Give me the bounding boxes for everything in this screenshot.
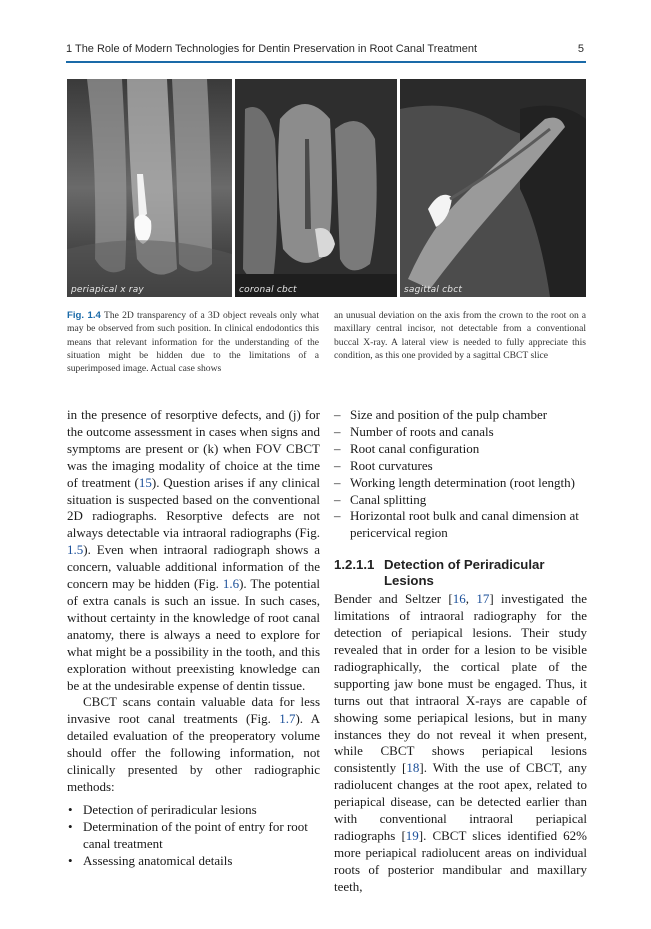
coronal-cbct-image bbox=[235, 79, 397, 297]
page-number: 5 bbox=[577, 43, 584, 55]
citation-link[interactable]: 18 bbox=[406, 760, 420, 776]
section-title-line1: Detection of Periradicular bbox=[384, 557, 545, 573]
section-title-line2: Lesions bbox=[384, 573, 434, 589]
panel-label-sagittal: sagittal cbct bbox=[404, 285, 463, 295]
sagittal-cbct-image bbox=[400, 79, 586, 297]
text-run: ). A detailed evaluation of the preoperatory volume should offer the following information, not clinically presented by other radiographic methods: bbox=[67, 711, 320, 794]
panel-label-periapical: periapical x ray bbox=[71, 285, 144, 295]
dash-list bbox=[334, 407, 587, 542]
list-item: • Assessing anatomical details bbox=[67, 853, 320, 870]
text-run: Bender and Seltzer [ bbox=[334, 591, 453, 607]
figure-label: Fig. 1.4 bbox=[67, 310, 101, 321]
running-header bbox=[66, 40, 586, 62]
citation-link[interactable]: 17 bbox=[476, 591, 490, 607]
section-number: 1.2.1.1 bbox=[334, 557, 375, 573]
text-run: in the presence of resorptive defects, and (j) for the outcome assessment in cases when signs and symptoms are present or (k) when FOV CBCT was the imaging modality of choice at the time of treatment ( bbox=[67, 407, 320, 490]
list-item: • Determination of the point of entry for root canal treatment bbox=[67, 819, 320, 853]
periapical-xray-image bbox=[67, 79, 232, 297]
figure-caption-right bbox=[334, 309, 586, 362]
list-item: – Root canal configuration bbox=[334, 441, 587, 458]
figure-1-4 bbox=[67, 79, 586, 297]
text-run: ). Even when intraoral radiograph shows a concern, valuable additional information of the concern may be hidden (Fig. bbox=[67, 542, 320, 592]
list-item: – Number of roots and canals bbox=[334, 424, 587, 441]
figure-ref-link[interactable]: 1.5 bbox=[67, 542, 84, 558]
text-run: ]. CBCT slices identified 62% more periapical radiolucent areas on individual roots of posterior mandibular and maxillary teeth, bbox=[334, 827, 587, 894]
text-run: ). The potential of extra canals is such an issue. In such cases, without certainty in the knowledge of root canal anatomy, there is always a need to explore for what might be a possibility in the tooth, and this exploration without preexisting knowledge can be at the undesirable expense of dentin tissue. bbox=[67, 576, 321, 693]
chapter-title: 1 The Role of Modern Technologies for Dentin Preservation in Root Canal Treatment bbox=[66, 43, 478, 55]
paragraph bbox=[334, 591, 587, 895]
caption-text-right: an unusual deviation on the axis from the crown to the root on a maxillary central incisor, not detectable from a conventional buccal X-ray. A lateral view is needed to fully appreciate this condition, as this one provided by a sagittal CBCT slice bbox=[334, 310, 586, 361]
bullet-list bbox=[67, 802, 320, 870]
citation-link[interactable]: 15 bbox=[138, 474, 152, 490]
header-rule bbox=[66, 61, 586, 63]
list-item: – Canal splitting bbox=[334, 492, 587, 509]
text-run: CBCT scans contain valuable data for less invasive root canal treatments (Fig. bbox=[67, 694, 320, 727]
left-column bbox=[67, 407, 320, 869]
panel-label-coronal: coronal cbct bbox=[239, 285, 297, 295]
caption-text-left: The 2D transparency of a 3D object reveals only what may be observed from such position. In clinical endodontics this means that relevant information for the understanding of the situation might be hidden due to the limitations of a superimposed image. Actual case shows bbox=[67, 310, 319, 375]
figure-ref-link[interactable]: 1.7 bbox=[279, 711, 296, 727]
text-run: ] investigated the limitations of intraoral radiography for the detection of periapical lesions. Their study revealed that in order for a lesion to be visible radiographically, the cortical plate of the supporting jaw bone must be engaged. Thus, it turns out that intraoral X-rays are capable of showing some periapical lesions, but in many instances they do not reveal it when present, while CBCT shows periapical lesions consistently [ bbox=[334, 591, 588, 776]
text-run: ). Question arises if any clinical situation is suspected based on the conventional 2D radiographs. Resorptive defects are not always detectable via intraoral radiographs (Fig. bbox=[67, 474, 321, 541]
figure-ref-link[interactable]: 1.6 bbox=[222, 576, 240, 592]
paragraph bbox=[67, 694, 320, 795]
list-item: – Root curvatures bbox=[334, 458, 587, 475]
list-item: – Working length determination (root length) bbox=[334, 475, 587, 492]
paragraph bbox=[67, 407, 320, 694]
list-item: – Horizontal root bulk and canal dimension at pericervical region bbox=[334, 508, 587, 542]
text-run: , bbox=[465, 591, 477, 607]
section-heading bbox=[334, 557, 587, 589]
list-item: – Size and position of the pulp chamber bbox=[334, 407, 587, 424]
figure-caption-left bbox=[67, 309, 319, 375]
text-run: ]. With the use of CBCT, any radiolucent changes at the root apex, related to periapical disease, can be detected earlier than with conventional intraoral periapical radiographs [ bbox=[334, 760, 587, 843]
right-column bbox=[334, 407, 587, 896]
citation-link[interactable]: 16 bbox=[452, 591, 466, 607]
citation-link[interactable]: 19 bbox=[405, 827, 419, 843]
list-item: • Detection of periradicular lesions bbox=[67, 802, 320, 819]
